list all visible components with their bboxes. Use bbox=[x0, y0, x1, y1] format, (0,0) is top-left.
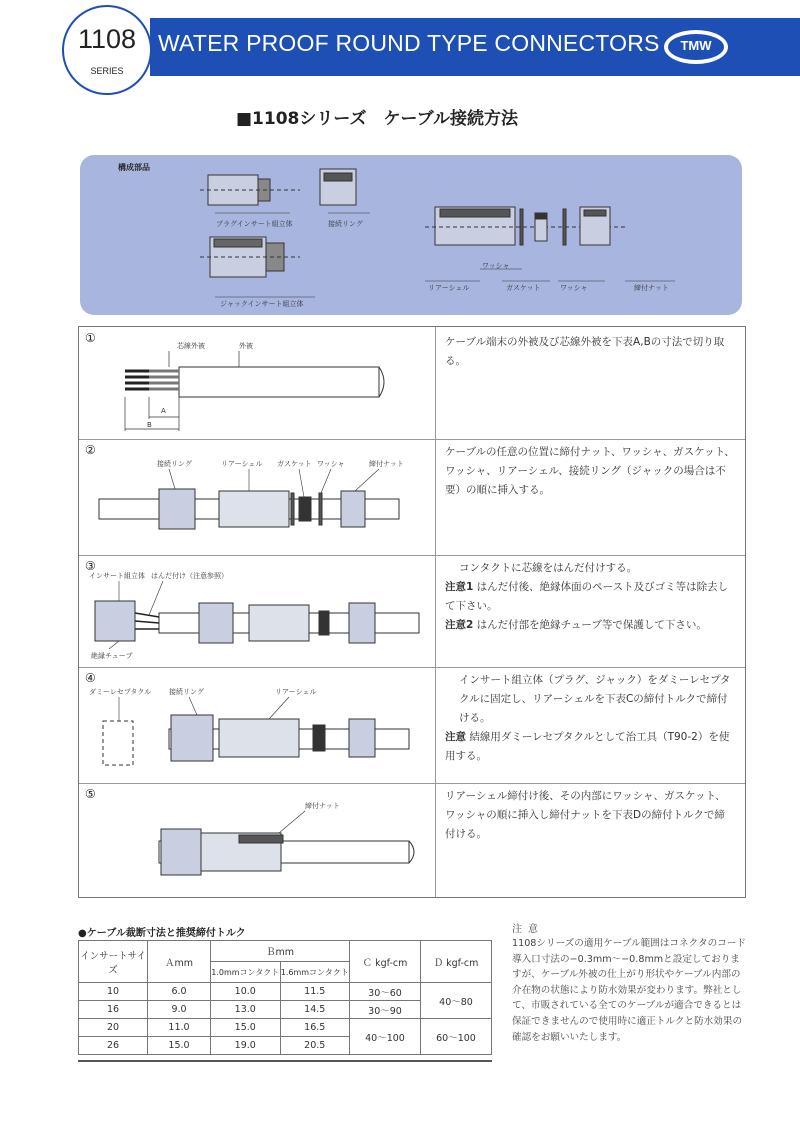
step-3-text-block bbox=[445, 559, 735, 635]
step-3-label-insert: インサート組立体 bbox=[89, 572, 145, 580]
cell-a: 9.0 bbox=[148, 1001, 211, 1019]
step-1-label-core-sheath: 芯線外被 bbox=[177, 342, 205, 350]
cell-b1: 19.0 bbox=[211, 1037, 281, 1055]
cell-size: 10 bbox=[79, 983, 148, 1001]
table-row bbox=[79, 983, 492, 1001]
note-label: 注意1 bbox=[445, 581, 474, 593]
step-row-1 bbox=[79, 327, 745, 440]
cell-size: 16 bbox=[79, 1001, 148, 1019]
header-b: Ｂmm bbox=[211, 941, 350, 962]
header-c: Ｃ kgf-cm bbox=[350, 941, 421, 983]
step-2-label-ring: 接続リング bbox=[157, 460, 192, 468]
step-1-text: ケーブル端末の外被及び芯線外被を下表A,Bの寸法で切り取る。 bbox=[445, 336, 725, 367]
part-caption-washer: ワッシャ bbox=[560, 284, 588, 292]
note-text: はんだ付部を絶縁チューブ等で保護して下さい。 bbox=[476, 619, 707, 631]
step-3-note-2 bbox=[445, 616, 735, 635]
step-5-text: リアーシェル締付け後、その内部にワッシャ、ガスケット、ワッシャの順に挿入し締付ナットを下表Dの締付トルクで締付ける。 bbox=[445, 790, 726, 840]
cell-b2: 14.5 bbox=[280, 1001, 350, 1019]
table-header-row bbox=[79, 941, 492, 962]
cell-c: 30～90 bbox=[350, 1001, 421, 1019]
header-b2: 1.6mmコンタクト bbox=[280, 962, 350, 983]
part-caption-jack-insert: ジャックインサート組立体 bbox=[220, 300, 304, 308]
step-number: ④ bbox=[85, 671, 96, 685]
part-caption-washer-2: ワッシャ bbox=[482, 262, 510, 270]
cell-b2: 16.5 bbox=[280, 1019, 350, 1037]
note-label: 注意 bbox=[445, 731, 466, 743]
step-2-text: ケーブルの任意の位置に締付ナット、ワッシャ、ガスケット、ワッシャ、リアーシェル、接続リング（ジャックの場合は不要）の順に挿入する。 bbox=[445, 446, 735, 496]
step-2-figure bbox=[79, 439, 435, 555]
note-text: 結線用ダミーレセプタクルとして治工具（T90-2）を使用する。 bbox=[445, 731, 730, 762]
step-1-label-sheath: 外被 bbox=[239, 342, 253, 350]
header-title: WATER PROOF ROUND TYPE CONNECTORS bbox=[158, 30, 660, 56]
step-row-4 bbox=[79, 667, 745, 784]
cell-c: 40～100 bbox=[350, 1019, 421, 1055]
cell-b2: 20.5 bbox=[280, 1037, 350, 1055]
step-4-label-dummy: ダミーレセプタクル bbox=[89, 688, 152, 696]
caution-body: 1108シリーズの適用ケーブル範囲はコネクタのコード導入口寸法の−0.3mm～−0.8mmと設定しておりますが、ケーブル外被の仕上がり形状やケーブル内部の介在物の状態により防水効果が変わります。弊社として、市販されている全てのケーブルが適合できるとは保証できませんので使用時に適正トルクと防水効果の確認をお願いいたします。 bbox=[512, 938, 746, 1043]
step-5-label-nut: 締付ナット bbox=[305, 802, 340, 810]
part-caption-nut: 締付ナット bbox=[634, 284, 669, 292]
step-number: ② bbox=[85, 443, 96, 457]
part-caption-rear-shell: リアーシェル bbox=[428, 284, 470, 292]
step-2-label-nut: 締付ナット bbox=[369, 460, 404, 468]
parts-label: 構成部品 bbox=[118, 163, 150, 172]
brand-logo-text: TMW bbox=[680, 38, 712, 53]
cell-a: 6.0 bbox=[148, 983, 211, 1001]
step-number: ① bbox=[85, 331, 96, 345]
step-2-label-washer: ワッシャ bbox=[317, 460, 345, 468]
cell-b2: 11.5 bbox=[280, 983, 350, 1001]
step-2-label-gasket: ガスケット bbox=[277, 460, 312, 468]
step-3-label-tube: 絶縁チューブ bbox=[91, 652, 133, 660]
step-number: ⑤ bbox=[85, 787, 96, 801]
step-4-figure bbox=[79, 667, 435, 783]
header-insert-size: インサートサイズ bbox=[79, 941, 148, 983]
torque-table-title: ●ケーブル裁断寸法と推奨締付トルク bbox=[78, 928, 246, 939]
cell-b1: 13.0 bbox=[211, 1001, 281, 1019]
step-4-note bbox=[445, 728, 735, 766]
step-2-label-rear-shell: リアーシェル bbox=[221, 460, 263, 468]
steps-table bbox=[78, 326, 746, 898]
header-d: Ｄ kgf-cm bbox=[421, 941, 492, 983]
header-a: Ａmm bbox=[148, 941, 211, 983]
step-5-figure bbox=[79, 783, 435, 897]
header-b1: 1.0mmコンタクト bbox=[211, 962, 281, 983]
cell-b1: 15.0 bbox=[211, 1019, 281, 1037]
step-3-note-1 bbox=[445, 578, 735, 616]
step-row-5 bbox=[79, 783, 745, 897]
series-label: SERIES bbox=[90, 66, 124, 76]
step-3-text: コンタクトに芯線をはんだ付けする。 bbox=[459, 562, 638, 574]
step-row-3 bbox=[79, 555, 745, 668]
table-bottom-rule bbox=[78, 1060, 492, 1062]
step-4-text: インサート組立体（プラグ、ジャック）をダミーレセプタクルに固定し、リアーシェルを下表Cの締付トルクで締付ける。 bbox=[459, 674, 731, 724]
cell-d-group-2: 60～100 bbox=[421, 1019, 492, 1055]
note-label: 注意2 bbox=[445, 619, 474, 631]
cell-a: 11.0 bbox=[148, 1019, 211, 1037]
section-title: ■1108シリーズ ケーブル接続方法 bbox=[236, 109, 518, 129]
series-number: 1108 bbox=[77, 24, 137, 54]
step-1-label-a: A bbox=[161, 407, 166, 415]
step-3-label-solder: はんだ付け（注意参照） bbox=[151, 572, 228, 580]
step-1-figure bbox=[79, 327, 435, 439]
cell-c: 30～60 bbox=[350, 983, 421, 1001]
torque-table bbox=[78, 940, 492, 1055]
cell-size: 20 bbox=[79, 1019, 148, 1037]
step-number: ③ bbox=[85, 559, 96, 573]
cell-d-group-1: 40～80 bbox=[421, 983, 492, 1019]
part-caption-connection-ring: 接続リング bbox=[328, 220, 363, 228]
step-row-2 bbox=[79, 439, 745, 556]
part-caption-gasket: ガスケット bbox=[506, 284, 541, 292]
caution-title: 注意 bbox=[512, 924, 544, 935]
cell-size: 26 bbox=[79, 1037, 148, 1055]
part-caption-plug-insert: プラグインサート組立体 bbox=[216, 220, 293, 228]
parts-panel bbox=[80, 155, 742, 315]
step-4-label-ring: 接続リング bbox=[169, 688, 204, 696]
step-4-label-rear-shell: リアーシェル bbox=[275, 688, 317, 696]
table-row bbox=[79, 1019, 492, 1037]
note-text: はんだ付後、絶縁体面のペースト及びゴミ等は除去して下さい。 bbox=[445, 581, 729, 612]
step-4-text-block bbox=[445, 671, 735, 766]
cell-a: 15.0 bbox=[148, 1037, 211, 1055]
step-1-label-b: B bbox=[147, 421, 152, 429]
cell-b1: 10.0 bbox=[211, 983, 281, 1001]
